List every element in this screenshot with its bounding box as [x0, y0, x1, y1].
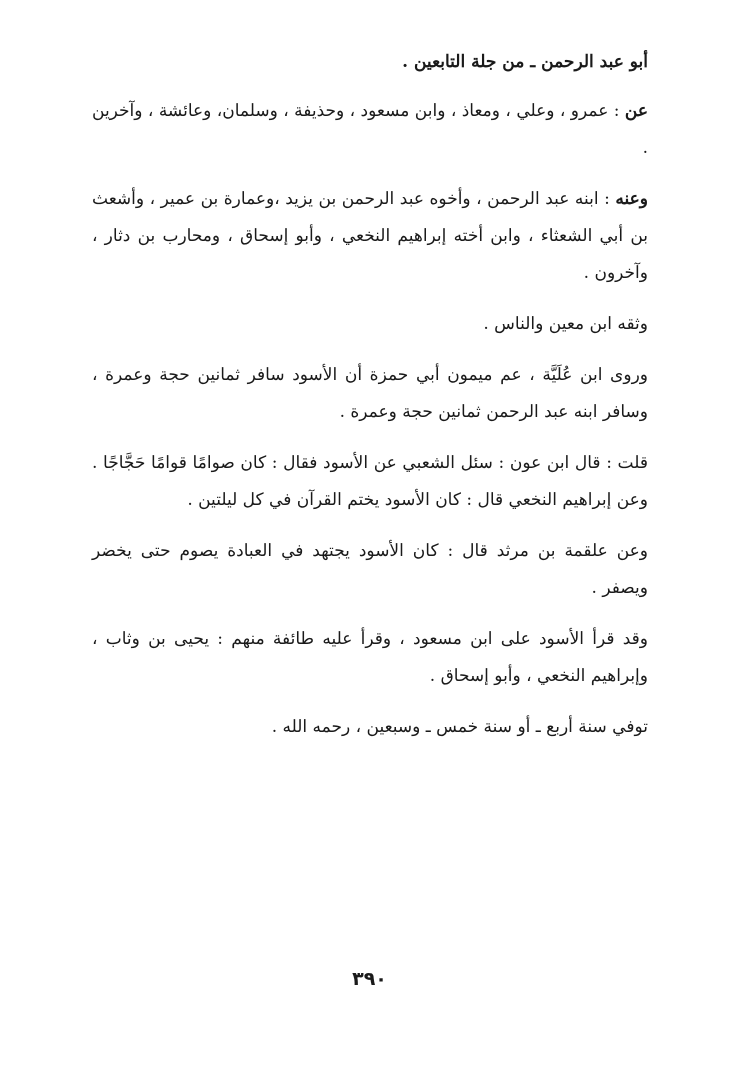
paragraph-text: توفي سنة أربع ـ أو سنة خمس ـ وسبعين ، رحمه الله . — [271, 717, 648, 737]
paragraph-text: وروى ابن عُلَيَّة ، عم ميمون أبي حمزة أن الأسود سافر ثمانين حجة وعمرة ، وسافر ابنه عبد الرحمن ثمانين حجة وعمرة . — [92, 365, 648, 422]
paragraph-reliability — [92, 306, 648, 343]
paragraph-effort — [92, 533, 648, 607]
paragraph-text: وقد قرأ الأسود على ابن مسعود ، وقرأ عليه طائفة منهم : يحيى بن وثاب ، وإبراهيم النخعي ، وأبو إسحاق . — [92, 629, 648, 686]
paragraph-lead: عن — [624, 101, 648, 121]
paragraph-pilgrimages — [92, 357, 648, 431]
paragraph-recitation — [92, 621, 648, 695]
page-number: ٣٩٠ — [352, 968, 387, 990]
page-heading: أبو عبد الرحمن ـ من جلة التابعين . — [402, 52, 648, 72]
paragraph-text: وثقه ابن معين والناس . — [483, 314, 648, 334]
paragraph-worship — [92, 445, 648, 519]
paragraph-lead: وعنه — [615, 189, 648, 209]
paragraph-text: : ابنه عبد الرحمن ، وأخوه عبد الرحمن بن يزيد ،وعمارة بن عمير ، وأشعث بن أبي الشعثاء ، وابن أخته إبراهيم النخعي ، وأبو إسحاق ، ومحارب بن دثار ، وآخرون . — [92, 189, 648, 283]
paragraph-narrated-from — [92, 93, 648, 167]
paragraph-text: : عمرو ، وعلي ، ومعاذ ، وابن مسعود ، وحذيفة ، وسلمان، وعائشة ، وآخرين . — [92, 101, 648, 158]
paragraph-narrators — [92, 181, 648, 292]
paragraph-text: قلت : قال ابن عون : سئل الشعبي عن الأسود فقال : كان صوامًا قوامًا حَجَّاجًا . وعن إبراهيم النخعي قال : كان الأسود يختم القرآن في كل ليلتين . — [92, 453, 648, 510]
page-body — [92, 44, 648, 760]
paragraph-text: وعن علقمة بن مرثد قال : كان الأسود يجتهد في العبادة يصوم حتى يخضر ويصفر . — [92, 541, 648, 598]
paragraph-death — [92, 709, 648, 746]
